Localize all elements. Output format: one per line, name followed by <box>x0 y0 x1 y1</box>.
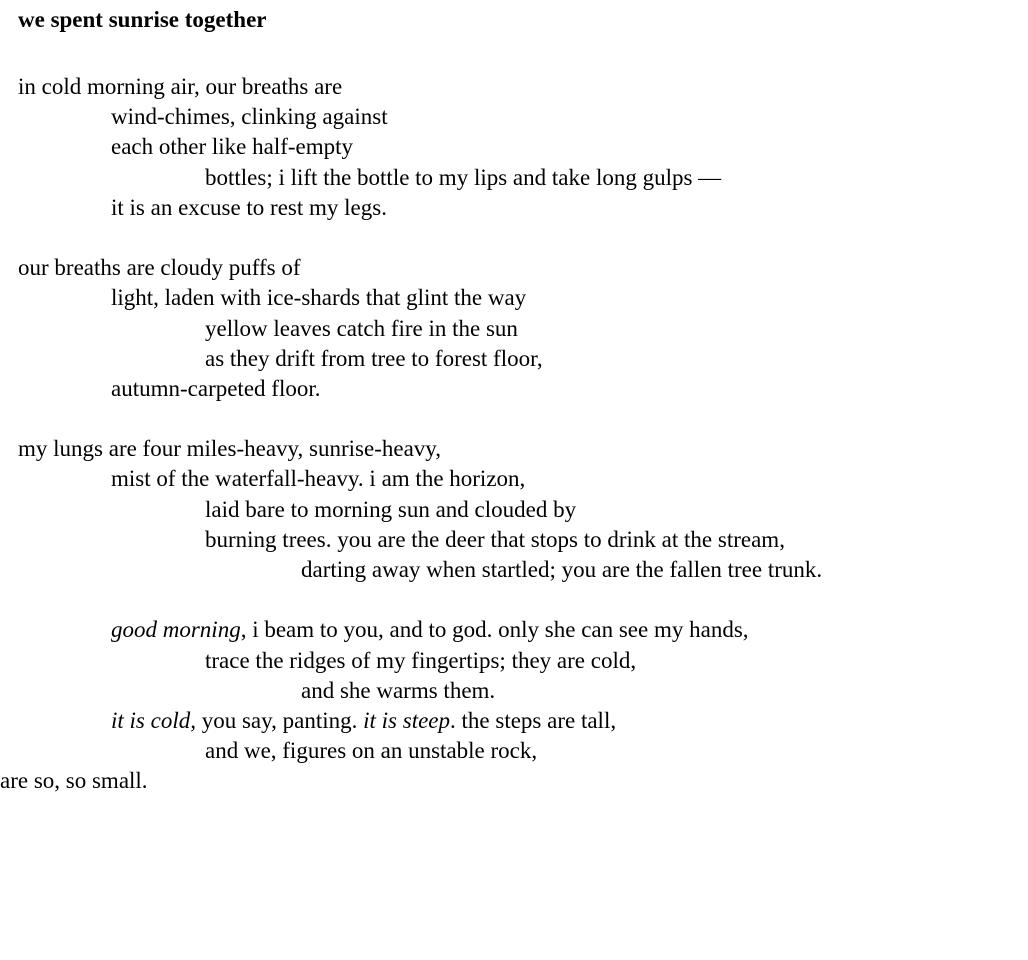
poem-line <box>18 283 1026 313</box>
poem-line <box>18 72 1026 102</box>
line-text: trace the ridges of my fingertips; they are cold, <box>205 647 637 673</box>
stanza-break <box>18 404 1026 434</box>
poem-line <box>18 102 1026 132</box>
line-text: bottles; i lift the bottle to my lips and take long gulps — <box>205 164 722 190</box>
poem-line <box>18 736 1026 766</box>
line-text: light, laden with ice-shards that glint the way <box>111 285 527 311</box>
poem-line <box>18 374 1026 404</box>
line-text: wind-chimes, clinking against <box>111 104 388 130</box>
poem-line <box>18 555 1026 585</box>
stanza-break <box>18 223 1026 253</box>
line-text: as they drift from tree to forest floor, <box>205 345 543 371</box>
poem-line <box>18 434 1026 464</box>
line-text: darting away when startled; you are the fallen tree trunk. <box>301 557 823 582</box>
poem-line <box>18 344 1026 374</box>
poem-line <box>18 676 1026 706</box>
stanza-break <box>18 585 1026 615</box>
poem-line <box>18 525 1026 555</box>
line-text: , i beam to you, and to god. only she can see my hands, <box>240 617 749 643</box>
poem-line <box>18 314 1026 344</box>
poem-line <box>18 615 1026 645</box>
poem-line <box>18 495 1026 525</box>
line-text: in cold morning air, our breaths are <box>18 74 343 99</box>
line-text: it is an excuse to rest my legs. <box>111 194 387 220</box>
poem-line <box>18 706 1026 736</box>
poem-line <box>18 193 1026 223</box>
line-text: autumn-carpeted floor. <box>111 375 321 401</box>
poem-body <box>0 72 1026 797</box>
poem-line <box>18 464 1026 494</box>
poem-line <box>18 132 1026 162</box>
line-text: are so, so small. <box>0 768 148 794</box>
line-text: burning trees. you are the deer that stops to drink at the stream, <box>205 526 785 552</box>
poem-line <box>18 646 1026 676</box>
line-text: my lungs are four miles-heavy, sunrise-heavy, <box>18 436 442 462</box>
line-italic: good morning <box>111 617 241 643</box>
line-italic: it is cold, <box>111 707 196 733</box>
poem-title: we spent sunrise together <box>18 7 267 32</box>
line-text: mist of the waterfall-heavy. i am the horizon, <box>111 466 526 492</box>
line-text: each other like half-empty <box>111 134 354 160</box>
poem-line <box>0 766 1026 796</box>
line-text: yellow leaves catch fire in the sun <box>205 315 518 341</box>
poem-line <box>18 163 1026 193</box>
line-text: our breaths are cloudy puffs of <box>18 255 301 281</box>
line-text: . the steps are tall, <box>450 707 617 733</box>
line-italic: it is steep <box>363 707 451 733</box>
poem-line <box>18 253 1026 283</box>
line-text: and she warms them. <box>301 677 496 703</box>
line-text: laid bare to morning sun and clouded by <box>205 496 577 522</box>
line-text: and we, figures on an unstable rock, <box>205 738 538 764</box>
line-text: you say, panting. <box>195 707 364 733</box>
